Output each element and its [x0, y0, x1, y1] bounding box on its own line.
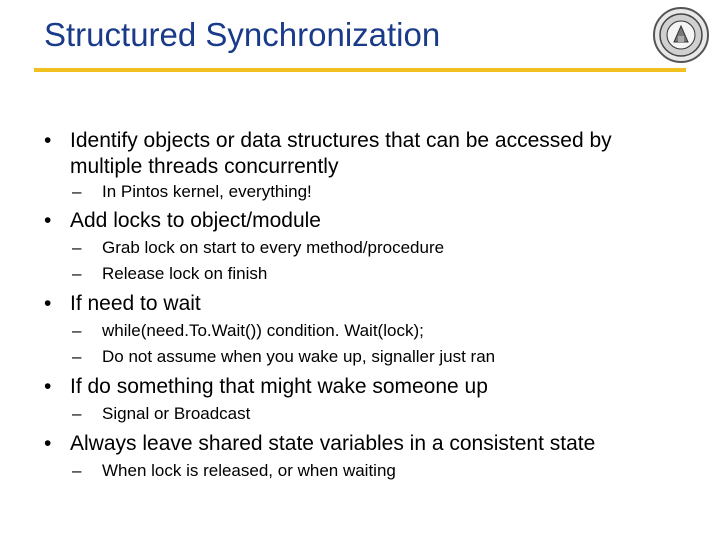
sub-bullet-item	[72, 263, 267, 285]
university-seal-icon	[652, 6, 710, 64]
sub-bullet-item	[72, 181, 312, 203]
sub-bullet-text: Release lock on finish	[102, 264, 268, 283]
sub-bullet-glyph: –	[72, 404, 82, 423]
page-title: Structured Synchronization	[44, 16, 441, 53]
sub-bullet-item	[72, 346, 495, 368]
bullet-text: Identify objects or data structures that can be accessed by multiple threads concurrently	[70, 129, 612, 178]
bullet-glyph: •	[44, 375, 52, 398]
sub-bullet-text: Do not assume when you wake up, signaller just ran	[102, 347, 496, 366]
bullet-text: If do something that might wake someone up	[70, 375, 488, 398]
sub-bullet-glyph: –	[72, 264, 82, 283]
sub-bullet-glyph: –	[72, 182, 82, 201]
title-underline	[34, 68, 686, 72]
bullet-glyph: •	[44, 129, 52, 152]
bullet-glyph: •	[44, 292, 52, 315]
bullet-glyph: •	[44, 209, 52, 232]
sub-bullet-item	[72, 237, 444, 259]
sub-bullet-glyph: –	[72, 461, 82, 480]
sub-bullet-text: Signal or Broadcast	[102, 404, 251, 423]
bullet-text: If need to wait	[70, 292, 201, 315]
bullet-item	[44, 374, 670, 400]
sub-bullet-glyph: –	[72, 238, 82, 257]
sub-bullet-text: Grab lock on start to every method/procedure	[102, 238, 445, 257]
bullet-glyph: •	[44, 432, 52, 455]
sub-bullet-text: while(need.To.Wait()) condition. Wait(lock);	[102, 321, 424, 340]
bullet-text: Add locks to object/module	[70, 209, 321, 232]
sub-bullet-text: In Pintos kernel, everything!	[102, 182, 312, 201]
sub-bullet-glyph: –	[72, 347, 82, 366]
bullet-text: Always leave shared state variables in a consistent state	[70, 432, 596, 455]
sub-bullet-item	[72, 320, 424, 342]
bullet-item	[44, 431, 670, 457]
sub-bullet-item	[72, 460, 396, 482]
bullet-item	[44, 208, 670, 234]
sub-bullet-item	[72, 403, 250, 425]
bullet-item	[44, 291, 670, 317]
bullet-item	[44, 128, 670, 180]
sub-bullet-glyph: –	[72, 321, 82, 340]
sub-bullet-text: When lock is released, or when waiting	[102, 461, 396, 480]
